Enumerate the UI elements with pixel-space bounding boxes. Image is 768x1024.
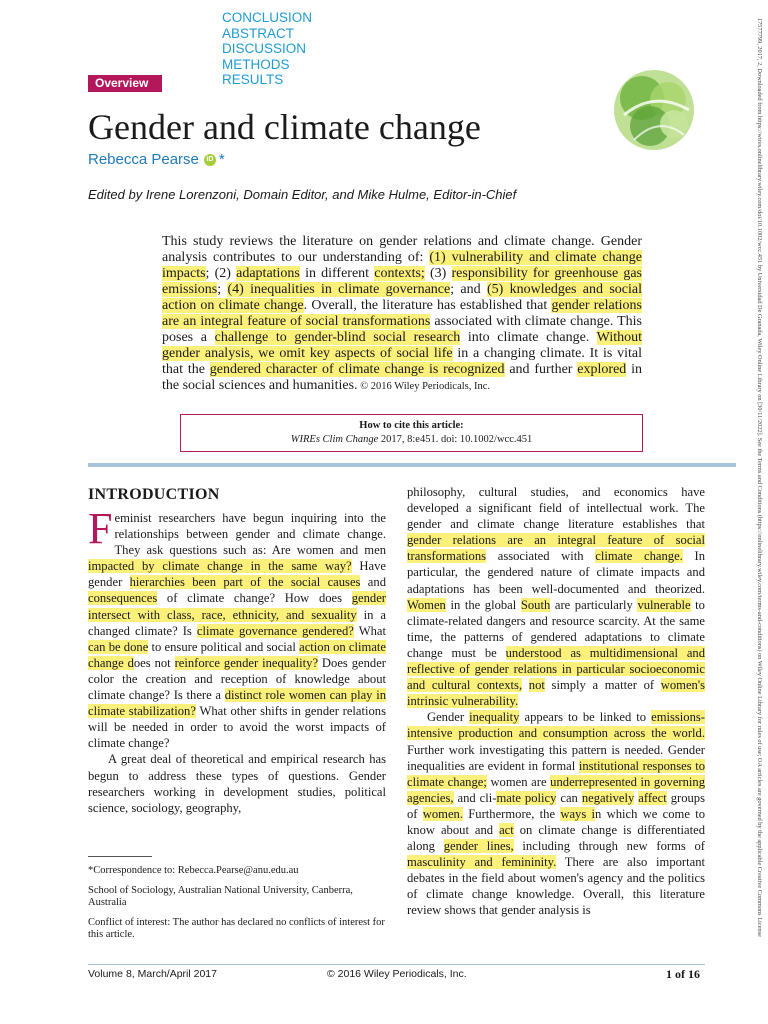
footer-volume: Volume 8, March/April 2017 — [88, 968, 217, 980]
body-text: to ensure political and social — [148, 639, 300, 654]
highlighted-text: institutional responses to climate change; — [407, 758, 705, 789]
highlighted-text: masculinity and femininity. — [407, 855, 557, 870]
highlighted-text: women. — [422, 806, 464, 821]
body-text: including through new forms of — [513, 839, 705, 854]
highlighted-text: not — [528, 678, 545, 693]
body-text: can — [556, 790, 582, 805]
body-text: of climate change? How does — [157, 591, 352, 606]
highlighted-text: climate change. — [595, 549, 683, 564]
highlighted-text: gender relations are an integral feature of social transformations — [407, 533, 705, 564]
highlighted-text: South — [520, 597, 551, 612]
highlighted-text: affect — [638, 790, 667, 805]
body-text: Further work investigating this pattern is needed. Gender inequalities are evident in formal — [407, 742, 705, 773]
body-text: In particular, the gendered nature of climate impacts and adaptations has been well-documented and theorized. — [407, 549, 705, 596]
body-text: groups of — [407, 790, 705, 821]
correspondence-note: *Correspondence to: Rebecca.Pearse@anu.edu.au — [88, 865, 299, 876]
highlighted-text: mate policy — [496, 790, 557, 805]
highlighted-text: ways i — [560, 806, 596, 821]
body-text: There are also important debates in the field about women's agency and the politics of climate change knowledge. Overall, this literature review shows that gender analysis is — [407, 855, 706, 918]
affiliation-note: School of Sociology, Australian National University, Canberra, Australia — [88, 884, 353, 908]
body-text: on climate change is differentiated along — [407, 822, 705, 854]
body-paragraph-1 — [407, 484, 705, 709]
download-watermark-text: 17577799, 2017, 2, Downloaded from https://wires.onlinelibrary.wiley.com/doi/10.1002/wcc.451 by Universidad De Granada, Wiley Online Library on [30/11/2022]. See the Terms and Conditions (https://onlinelibrary.wiley.com/terms-and-conditions) on Wiley Online Library for rules of use; OA articles are governed by the applicable Creative Commons License — [756, 18, 763, 937]
conflict-note: Conflict of interest: The author has declared no conflicts of interest for this article. — [88, 916, 385, 940]
highlighted-text: emissions-intensive production and consumption across the world. — [407, 710, 705, 741]
footnote-divider — [88, 856, 152, 857]
article-title: Gender and climate change — [88, 107, 481, 147]
nav-link-conclusion[interactable]: CONCLUSION — [222, 10, 313, 25]
body-text: Have gender — [88, 559, 386, 590]
highlighted-text: negatively — [581, 790, 635, 805]
body-text — [522, 678, 529, 692]
drop-cap: F — [88, 504, 113, 553]
abstract: This study reviews the literature on gender relations and climate change. Gender analysis contributes to our understanding of: (1) vulnerability and climate change impacts; (2) adaptations in different contexts; (3) responsibility for greenhouse gas emissions; (4) inequalities in climate governance; and (5) knowledges and social action on climate change. Overall, the literature has established that gender relations are an integral feature of social transformations associated with climate change. This poses a challenge to gender-blind social research into climate change. Without gender analysis, we omit key aspects of social life in a changing climate. It is vital that the gendered character of climate change is recognized and further explored in the social sciences and humanities. © 2016 Wiley Periodicals, Inc. — [162, 234, 642, 393]
body-text: Furthermore, the — [463, 806, 561, 821]
body-text: philosophy, cultural studies, and economics have developed a significant field of intellectual work. The gender and climate change literature establishes that — [407, 485, 705, 532]
body-text: associated with — [486, 549, 596, 564]
body-text: to climate-related dangers and resource scarcity. At the same time, the patterns of gendered adaptations to climate change must be — [407, 597, 705, 660]
footnotes — [88, 865, 388, 949]
body-text: in the global — [445, 597, 521, 612]
body-text: appears to be linked to — [519, 710, 652, 725]
body-text: are particularly — [550, 597, 638, 612]
highlighted-text: consequences — [88, 591, 158, 606]
citation-box — [180, 414, 643, 452]
citation-heading: How to cite this article: — [359, 420, 464, 431]
highlighted-text: act — [499, 822, 514, 837]
intro-paragraph-2 — [88, 751, 386, 815]
highlighted-text: vulnerable — [637, 597, 691, 612]
highlighted-text: hierarchies been part of the social causes — [129, 575, 361, 590]
highlighted-text: gender intersect with class, race, ethnicity, and sexuality — [88, 591, 386, 622]
editors-line: Edited by Irene Lorenzoni, Domain Editor, and Mike Hulme, Editor-in-Chief — [88, 187, 517, 202]
author-line — [88, 151, 225, 168]
body-paragraph-2 — [407, 709, 705, 918]
body-text: and — [360, 575, 386, 590]
highlighted-text: Women — [407, 597, 446, 612]
body-text: in a changed climate? Is — [88, 607, 386, 638]
footer-divider — [88, 964, 705, 965]
highlighted-text: understood as multidimensional and reflective of gender relations in particular socioeconomic and cultural contexts, — [407, 645, 705, 693]
nav-link-abstract[interactable]: ABSTRACT — [222, 25, 295, 41]
body-text: and cli- — [453, 790, 497, 805]
footer-copyright: © 2016 Wiley Periodicals, Inc. — [327, 968, 467, 980]
highlighted-text: inequality — [469, 710, 520, 725]
body-text: women are — [486, 774, 551, 789]
orcid-icon[interactable]: iD — [204, 154, 216, 166]
article-type-badge: Overview — [88, 75, 162, 92]
body-text: simply a matter of — [544, 678, 661, 693]
highlighted-text: underrepresented in governing agencies, — [407, 774, 705, 805]
body-text: eminist researchers have begun inquiring into the relationships between gender and climate change. They ask questions such as: Are women and men — [114, 511, 386, 558]
citation-text: WIREs Clim Change 2017, 8:e451. doi: 10.1002/wcc.451 — [290, 434, 533, 445]
highlighted-text: climate governance gendered? — [196, 623, 354, 638]
body-text: What — [353, 623, 387, 638]
highlighted-text: gender lines, — [443, 839, 514, 854]
highlighted-text: women's intrinsic vulnerability. — [407, 678, 706, 709]
section-divider — [88, 463, 736, 467]
nav-link-methods[interactable]: METHODS — [222, 56, 290, 72]
nav-link-results[interactable]: RESULTS — [222, 72, 284, 87]
section-heading-introduction: INTRODUCTION — [88, 486, 220, 503]
highlighted-text: impacted by climate change in the same way? — [88, 559, 352, 574]
highlighted-text: distinct role women can play in climate stabilization? — [88, 688, 386, 719]
highlighted-text: reinforce gender inequality? — [174, 655, 319, 670]
author-name[interactable]: Rebecca Pearse — [88, 151, 199, 168]
body-text: oes not — [133, 655, 175, 670]
nav-link-discussion[interactable]: DISCUSSION — [222, 41, 307, 56]
body-text: What other shifts in gender relations will be needed in order to avoid the worst impacts of climate change? — [88, 704, 387, 751]
body-text: Does gender color the creation and reception of knowledge about climate change? Is there a — [88, 655, 386, 703]
author-mark: * — [218, 151, 225, 168]
body-text: Gender — [427, 710, 470, 725]
body-text: n which we come to know about and — [407, 806, 706, 837]
body-column-right — [407, 484, 705, 919]
highlighted-text: action on climate change d — [88, 639, 386, 670]
intro-paragraph-1 — [88, 504, 387, 751]
body-column-left — [88, 504, 387, 816]
download-watermark — [752, 18, 764, 1006]
journal-logo-icon — [604, 60, 704, 160]
section-nav — [222, 10, 312, 88]
highlighted-text: can be done — [88, 639, 149, 654]
body-text: A great deal of theoretical and empirical research has begun to address these types of questions. Gender researchers working in development studies, political science, sociology, geography, — [88, 752, 386, 815]
page-number: 1 of 16 — [666, 967, 700, 981]
